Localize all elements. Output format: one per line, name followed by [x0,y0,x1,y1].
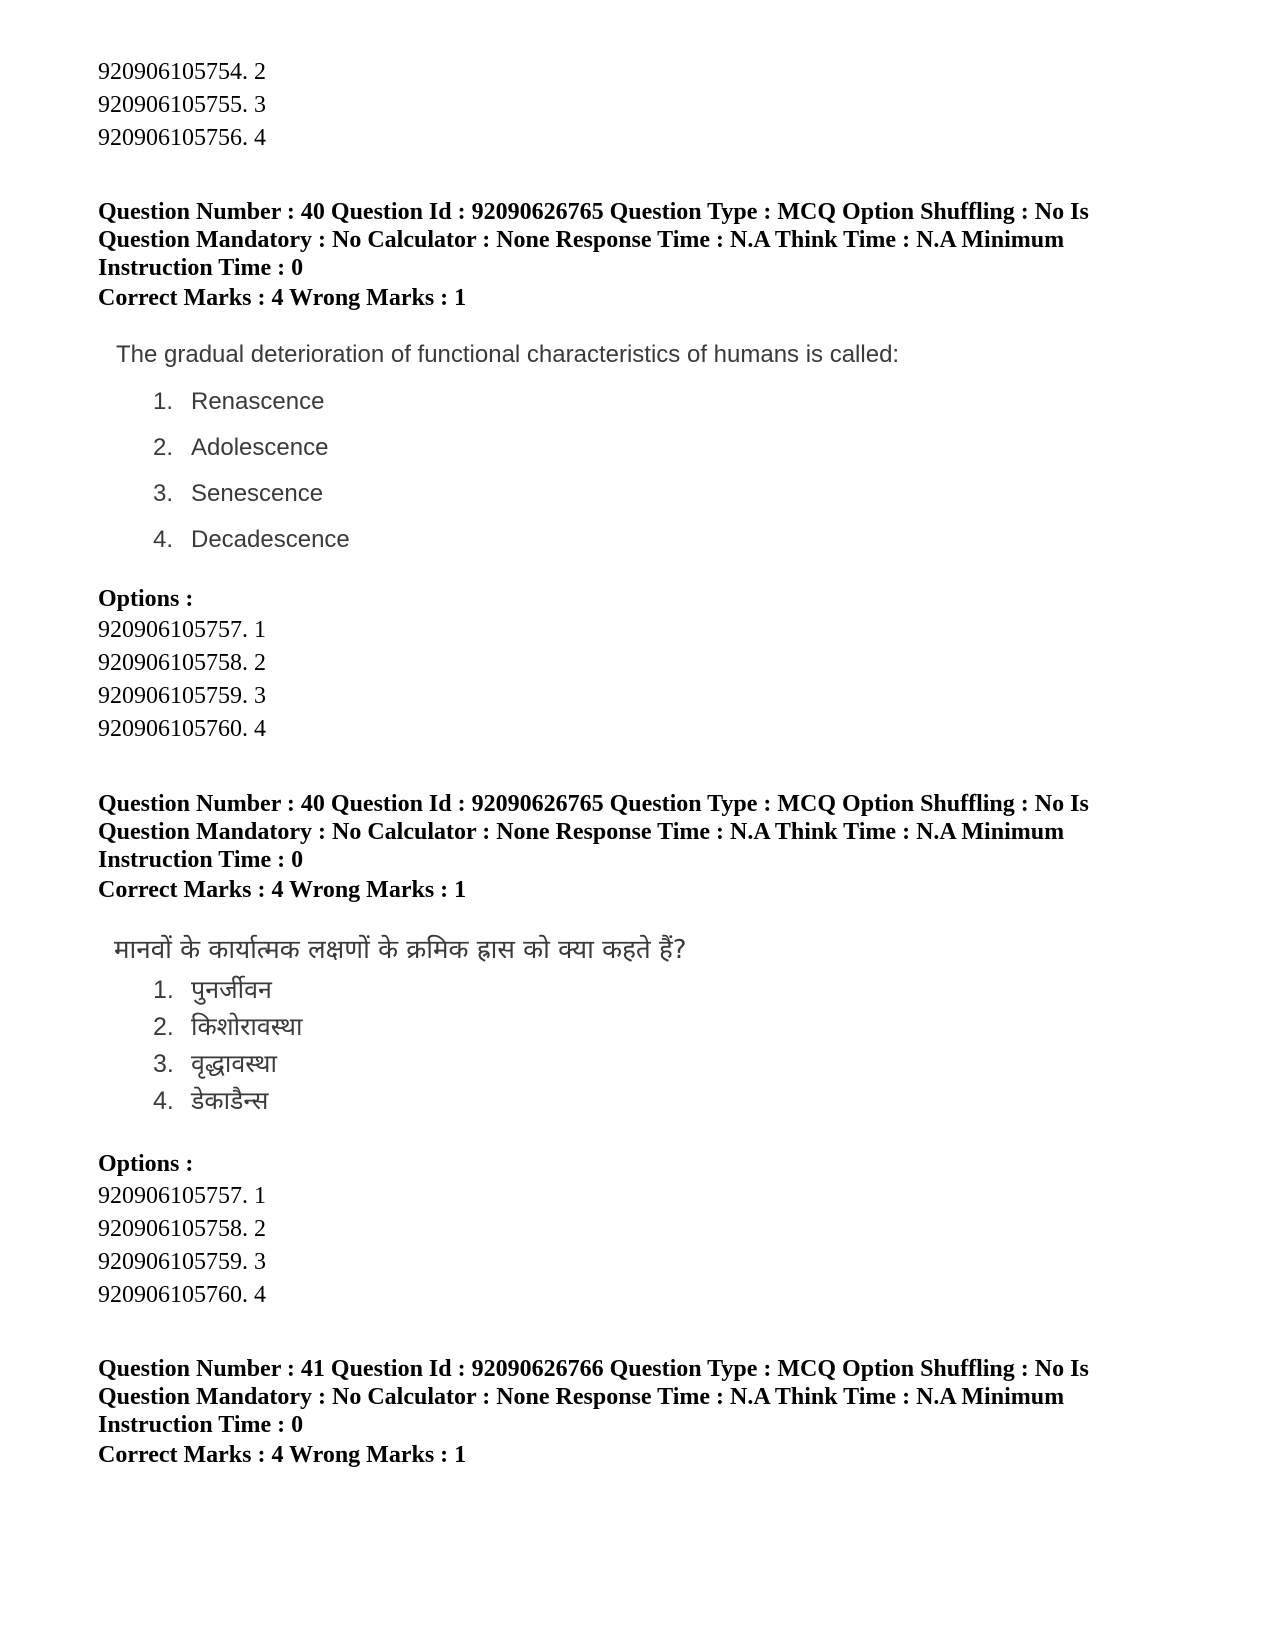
marks-line: Correct Marks : 4 Wrong Marks : 1 [98,877,467,903]
options-label: Options : [98,1151,194,1177]
option-line: 920906105756. 4 [98,125,266,151]
choice-item [153,1046,277,1080]
choice-number: 2. [153,434,174,461]
question-header: Question Number : 40 Question Id : 92090626765 Question Type : MCQ Option Shuffling : No Is Question Mandatory : No Calculator : None Response Time : N.A Think Time : N.A Minimum Instruction Time : 0 [98,199,1089,281]
marks-line: Correct Marks : 4 Wrong Marks : 1 [98,1442,467,1468]
option-line: 920906105759. 3 [98,683,266,709]
option-line: 920906105757. 1 [98,1183,266,1209]
choice-number: 1. [153,976,174,1004]
option-line: 920906105754. 2 [98,59,266,85]
choice-item [153,1083,268,1117]
option-line: 920906105759. 3 [98,1249,266,1275]
choice-text: Senescence [191,480,324,507]
choice-number: 4. [153,526,174,553]
option-line: 920906105757. 1 [98,617,266,643]
choice-text: Decadescence [191,526,350,553]
question-header: Question Number : 41 Question Id : 92090626766 Question Type : MCQ Option Shuffling : No Is Question Mandatory : No Calculator : None Response Time : N.A Think Time : N.A Minimum Instruction Time : 0 [98,1356,1089,1438]
choice-number: 4. [153,1087,174,1115]
choice-number: 2. [153,1013,174,1041]
option-line: 920906105760. 4 [98,1282,266,1308]
choice-text: किशोरावस्था [191,1012,303,1041]
option-line: 920906105755. 3 [98,92,266,118]
choice-text: Adolescence [191,434,329,461]
choice-text: Renascence [191,388,325,415]
choice-item [153,972,272,1006]
choice-item [153,434,328,462]
choice-number: 3. [153,480,174,507]
choice-text: पुनर्जीवन [191,975,272,1004]
question-stem: मानवों के कार्यात्मक लक्षणों के क्रमिक ह्रास को क्या कहते हैं? [114,935,687,965]
choice-number: 3. [153,1050,174,1078]
choice-item [153,526,350,554]
choice-item [153,388,324,416]
marks-line: Correct Marks : 4 Wrong Marks : 1 [98,285,467,311]
choice-item [153,1009,302,1043]
choice-item [153,480,323,508]
options-label: Options : [98,586,194,612]
option-line: 920906105758. 2 [98,650,266,676]
choice-text: वृद्धावस्था [191,1049,277,1078]
choice-text: डेकाडैन्स [191,1086,269,1115]
question-header: Question Number : 40 Question Id : 92090626765 Question Type : MCQ Option Shuffling : No Is Question Mandatory : No Calculator : None Response Time : N.A Think Time : N.A Minimum Instruction Time : 0 [98,791,1089,873]
choice-number: 1. [153,388,174,415]
option-line: 920906105760. 4 [98,716,266,742]
question-stem: The gradual deterioration of functional characteristics of humans is called: [116,341,900,368]
option-line: 920906105758. 2 [98,1216,266,1242]
